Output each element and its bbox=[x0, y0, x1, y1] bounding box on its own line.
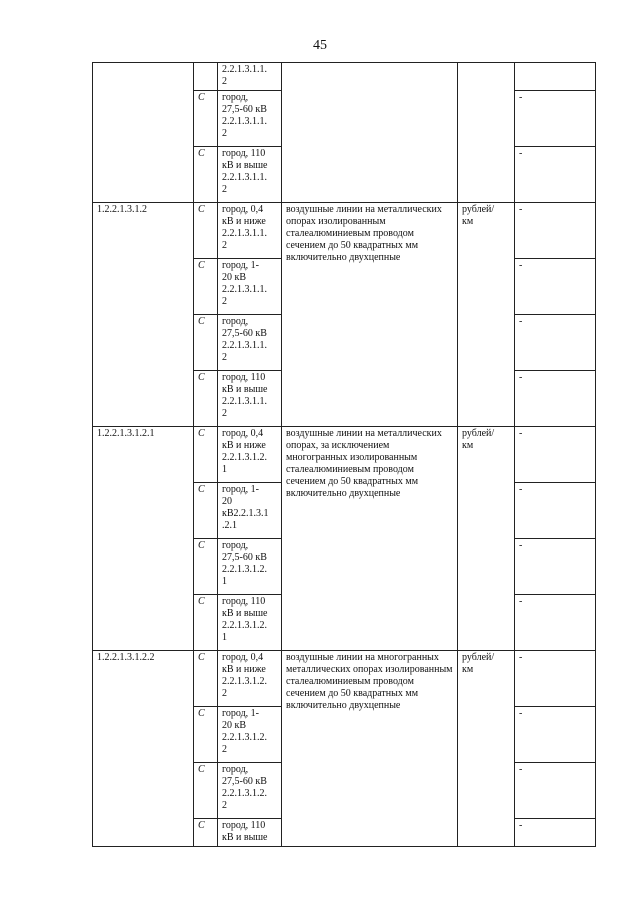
category-letter: С bbox=[194, 539, 218, 595]
line-description: воздушные линии на металлических опорах, за исключением многогранных изолированным сталеалюминиевым проводом сечением до 50 квадратных мм включительно двухцепные bbox=[282, 427, 458, 651]
line-description: воздушные линии на металлических опорах изолированным сталеалюминиевым проводом сечением до 50 квадратных мм включительно двухцепные bbox=[282, 203, 458, 427]
category-letter: С bbox=[194, 315, 218, 371]
unit: рублей/ км bbox=[458, 427, 515, 651]
voltage-level: город, 1- 20 кВ 2.2.1.3.1.2. 2 bbox=[218, 707, 282, 763]
category-letter: С bbox=[194, 763, 218, 819]
rate-value: - bbox=[515, 707, 596, 763]
rate-value: - bbox=[515, 427, 596, 483]
voltage-level: город, 110 кВ и выше bbox=[218, 819, 282, 847]
table-row bbox=[93, 427, 596, 483]
voltage-level: 2.2.1.3.1.1. 2 bbox=[218, 63, 282, 91]
voltage-level: город, 110 кВ и выше 2.2.1.3.1.1. 2 bbox=[218, 147, 282, 203]
tariff-table-body bbox=[93, 63, 596, 847]
category-letter: С bbox=[194, 371, 218, 427]
tariff-table bbox=[92, 62, 596, 847]
rate-value: - bbox=[515, 203, 596, 259]
voltage-level: город, 110 кВ и выше 2.2.1.3.1.2. 1 bbox=[218, 595, 282, 651]
rate-value: - bbox=[515, 371, 596, 427]
rate-value: - bbox=[515, 651, 596, 707]
voltage-level: город, 27,5-60 кВ 2.2.1.3.1.2. 1 bbox=[218, 539, 282, 595]
category-letter: С bbox=[194, 651, 218, 707]
table-row bbox=[93, 203, 596, 259]
voltage-level: город, 27,5-60 кВ 2.2.1.3.1.1. 2 bbox=[218, 315, 282, 371]
voltage-level: город, 0,4 кВ и ниже 2.2.1.3.1.1. 2 bbox=[218, 203, 282, 259]
rate-value: - bbox=[515, 315, 596, 371]
voltage-level: город, 27,5-60 кВ 2.2.1.3.1.1. 2 bbox=[218, 91, 282, 147]
table-row bbox=[93, 63, 596, 91]
page-number: 45 bbox=[313, 38, 327, 53]
item-code: 1.2.2.1.3.1.2.2 bbox=[93, 651, 194, 847]
voltage-level: город, 0,4 кВ и ниже 2.2.1.3.1.2. 1 bbox=[218, 427, 282, 483]
rate-value: - bbox=[515, 259, 596, 315]
rate-value: - bbox=[515, 483, 596, 539]
item-code bbox=[93, 63, 194, 203]
line-description: воздушные линии на многогранных металлических опорах изолированным сталеалюминиевым проводом сечением до 50 квадратных мм включительно двухцепные bbox=[282, 651, 458, 847]
voltage-level: город, 1- 20 кВ2.2.1.3.1 .2.1 bbox=[218, 483, 282, 539]
category-letter: С bbox=[194, 707, 218, 763]
voltage-level: город, 110 кВ и выше 2.2.1.3.1.1. 2 bbox=[218, 371, 282, 427]
category-letter: С bbox=[194, 147, 218, 203]
category-letter: С bbox=[194, 427, 218, 483]
rate-value bbox=[515, 63, 596, 91]
voltage-level: город, 27,5-60 кВ 2.2.1.3.1.2. 2 bbox=[218, 763, 282, 819]
table-row bbox=[93, 651, 596, 707]
category-letter bbox=[194, 63, 218, 91]
category-letter: С bbox=[194, 203, 218, 259]
rate-value: - bbox=[515, 91, 596, 147]
rate-value: - bbox=[515, 763, 596, 819]
rate-value: - bbox=[515, 819, 596, 847]
voltage-level: город, 1- 20 кВ 2.2.1.3.1.1. 2 bbox=[218, 259, 282, 315]
rate-value: - bbox=[515, 147, 596, 203]
category-letter: С bbox=[194, 91, 218, 147]
item-code: 1.2.2.1.3.1.2 bbox=[93, 203, 194, 427]
category-letter: С bbox=[194, 259, 218, 315]
unit: рублей/ км bbox=[458, 651, 515, 847]
voltage-level: город, 0,4 кВ и ниже 2.2.1.3.1.2. 2 bbox=[218, 651, 282, 707]
rate-value: - bbox=[515, 595, 596, 651]
category-letter: С bbox=[194, 595, 218, 651]
unit: рублей/ км bbox=[458, 203, 515, 427]
item-code: 1.2.2.1.3.1.2.1 bbox=[93, 427, 194, 651]
rate-value: - bbox=[515, 539, 596, 595]
unit bbox=[458, 63, 515, 203]
category-letter: С bbox=[194, 819, 218, 847]
category-letter: С bbox=[194, 483, 218, 539]
line-description bbox=[282, 63, 458, 203]
